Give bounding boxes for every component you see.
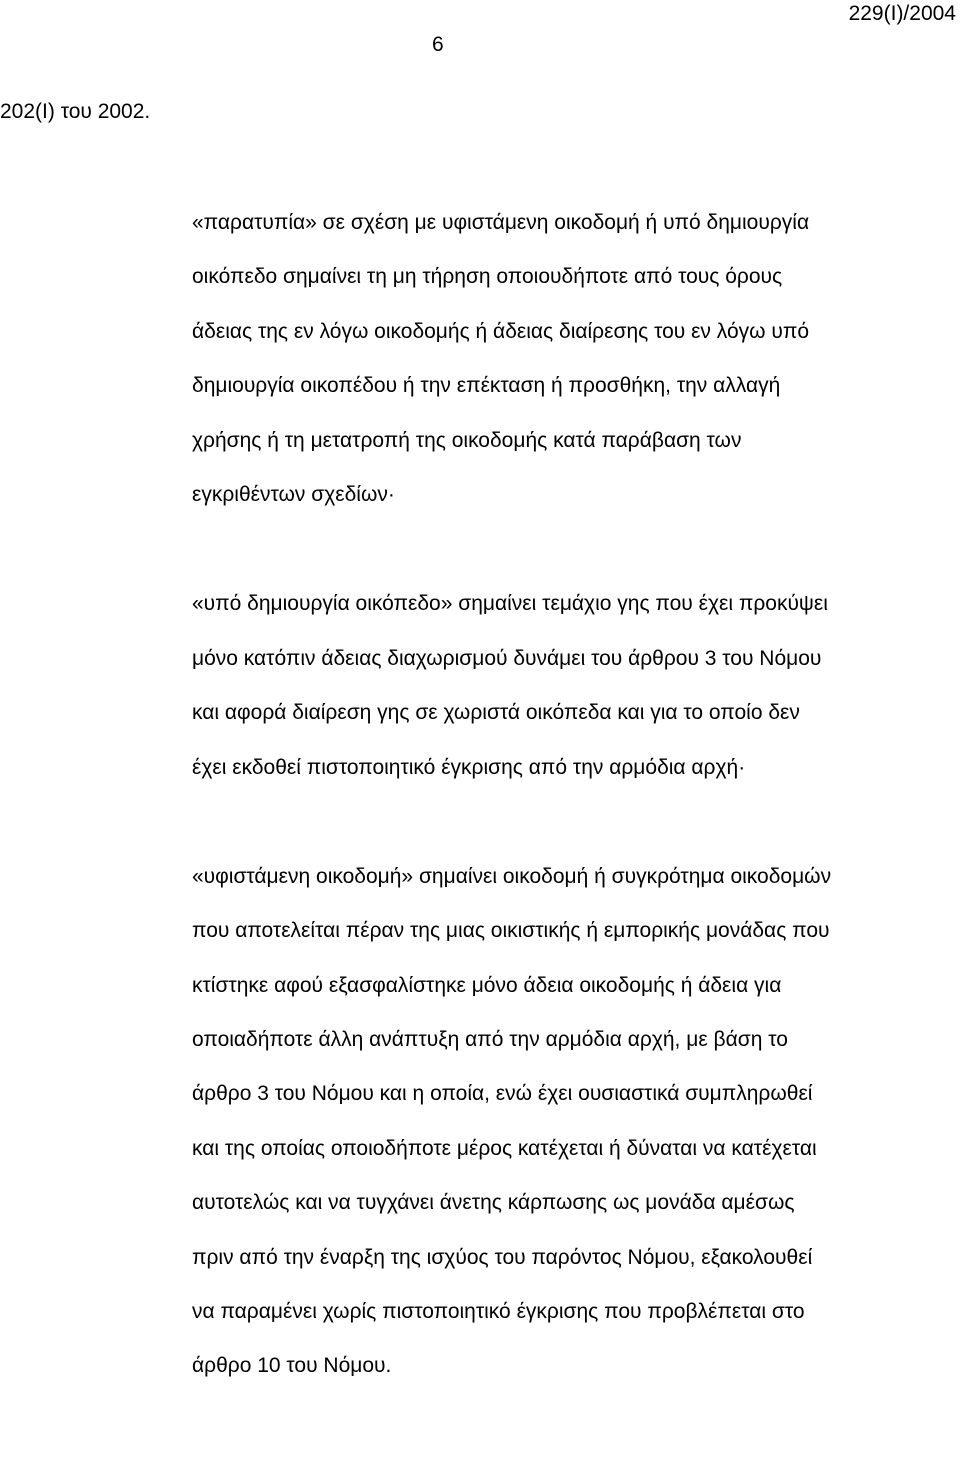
text-line: που αποτελείται πέραν της μιας οικιστικής ή εμπορικής μονάδας που: [192, 919, 830, 943]
law-code-header: 229(Ι)/2004: [848, 2, 956, 25]
text-line: «υφιστάμενη οικοδομή» σημαίνει οικοδομή ή συγκρότημα οικοδομών: [192, 864, 832, 888]
text-line: άρθρο 10 του Νόμου.: [192, 1354, 392, 1378]
text-line: άρθρο 3 του Νόμου και η οποία, ενώ έχει ουσιαστικά συμπληρωθεί: [192, 1082, 813, 1106]
text-line: δημιουργία οικοπέδου ή την επέκταση ή προσθήκη, την αλλαγή: [192, 374, 781, 398]
definition-plot-under-creation: [192, 586, 932, 804]
margin-reference: 202(Ι) του 2002.: [0, 100, 151, 123]
text-line: και της οποίας οποιοδήποτε μέρος κατέχεται ή δύναται να κατέχεται: [192, 1136, 817, 1160]
document-body: [192, 205, 932, 1458]
page-number: 6: [432, 33, 444, 56]
text-line: κτίστηκε αφού εξασφαλίστηκε μόνο άδεια οικοδομής ή άδεια για: [192, 973, 782, 997]
text-line: να παραμένει χωρίς πιστοποιητικό έγκρισης που προβλέπεται στο: [192, 1300, 805, 1324]
text-line: μόνο κατόπιν άδειας διαχωρισμού δυνάμει του άρθρου 3 του Νόμου: [192, 646, 822, 670]
definition-existing-building: [192, 859, 932, 1403]
definition-paratypia: [192, 205, 932, 531]
text-line: πριν από την έναρξη της ισχύος του παρόντος Νόμου, εξακολουθεί: [192, 1245, 813, 1269]
text-line: οποιαδήποτε άλλη ανάπτυξη από την αρμόδια αρχή, με βάση το: [192, 1028, 788, 1052]
text-line: εγκριθέντων σχεδίων·: [192, 482, 395, 506]
text-line: «υπό δημιουργία οικόπεδο» σημαίνει τεμάχιο γης που έχει προκύψει: [192, 592, 828, 616]
text-line: και αφορά διαίρεση γης σε χωριστά οικόπεδα και για το οποίο δεν: [192, 701, 800, 725]
text-line: οικόπεδο σημαίνει τη μη τήρηση οποιουδήποτε από τους όρους: [192, 265, 783, 289]
text-line: άδειας της εν λόγω οικοδομής ή άδειας διαίρεσης του εν λόγω υπό: [192, 319, 810, 343]
text-line: «παρατυπία» σε σχέση με υφιστάμενη οικοδομή ή υπό δημιουργία: [192, 211, 810, 234]
text-line: αυτοτελώς και να τυγχάνει άνετης κάρπωσης ως μονάδα αμέσως: [192, 1191, 795, 1215]
text-line: έχει εκδοθεί πιστοποιητικό έγκρισης από την αρμόδια αρχή·: [192, 755, 746, 779]
text-line: χρήσης ή τη μετατροπή της οικοδομής κατά παράβαση των: [192, 428, 742, 452]
